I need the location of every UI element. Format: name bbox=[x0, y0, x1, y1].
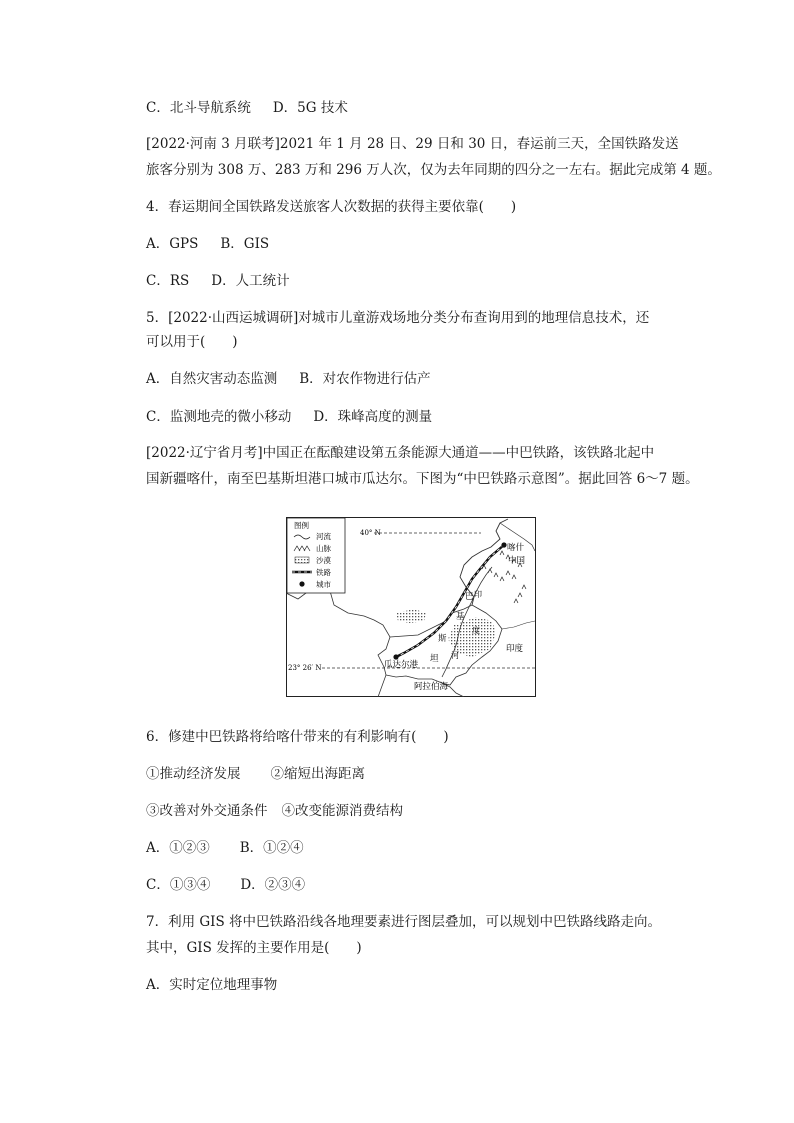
q5-stem-line1: 5．[2022·山西运城调研]对城市儿童游戏场地分类分布查询用到的地理信息技术，还 bbox=[146, 310, 650, 326]
q5-stem-line2: 可以用于( ) bbox=[146, 334, 238, 350]
india-label: 印度 bbox=[506, 644, 524, 654]
city-kashgar-dot bbox=[501, 542, 506, 547]
indus-char-2: 度 bbox=[472, 626, 480, 635]
q7-option-a: A．实时定位地理事物 bbox=[146, 977, 278, 993]
gwadar-label: 瓜达尔港 bbox=[384, 660, 419, 670]
desert-icon bbox=[295, 557, 309, 563]
lat-40-label: 40° N bbox=[360, 529, 381, 537]
legend-title: 图例 bbox=[294, 521, 309, 530]
passage1-line1: [2022·河南 3 月联考]2021 年 1 月 28 日、29 日和 30 日，春运前三天，全国铁路发送 bbox=[146, 136, 679, 152]
tropic-label: 23° 26′ N bbox=[288, 664, 322, 672]
q6-stem: 6．修建中巴铁路将给喀什带来的有利影响有( ) bbox=[146, 729, 449, 745]
q5-option-d: D．珠峰高度的测量 bbox=[313, 409, 433, 425]
arabian-sea-label: 阿拉伯海 bbox=[414, 682, 449, 692]
passage2-line2: 国新疆喀什，南至巴基斯坦港口城市瓜达尔。下图为“中巴铁路示意图”。据此回答 6～7 题。 bbox=[146, 471, 699, 487]
q6-item-3: ③改善对外交通条件 bbox=[146, 803, 268, 819]
q5-options-row2 bbox=[146, 408, 432, 426]
q4-stem: 4．春运期间全国铁路发送旅客人次数据的获得主要依靠( ) bbox=[146, 199, 517, 215]
q4-options-row2 bbox=[146, 272, 290, 290]
legend-river: 河流 bbox=[316, 532, 331, 541]
q7-stem-line2: 其中，GIS 发挥的主要作用是( ) bbox=[146, 940, 362, 956]
pakistan-char-4: 坦 bbox=[430, 654, 439, 664]
legend-city: 城市 bbox=[316, 580, 331, 589]
pakistan-char-3: 斯 bbox=[438, 634, 447, 644]
q4-options-row1 bbox=[146, 235, 269, 253]
passage1-line2: 旅客分别为 308 万、283 万和 296 万人次，仅为去年同期的四分之一左右。据此完成第 4 题。 bbox=[146, 162, 721, 178]
legend-mountain: 山脉 bbox=[316, 544, 331, 553]
pakistan-char-2: 基 bbox=[456, 612, 465, 622]
passage2-line1: [2022·辽宁省月考]中国正在酝酿建设第五条能源大通道——中巴铁路，该铁路北起中 bbox=[146, 445, 655, 461]
q3-option-d: D．5G 技术 bbox=[272, 100, 348, 116]
city-icon bbox=[299, 581, 304, 586]
q6-item-2: ②缩短出海距离 bbox=[270, 766, 365, 782]
q6-items-row2 bbox=[146, 802, 403, 820]
q6-option-c: C．①③④ bbox=[146, 877, 211, 893]
q6-option-d: D．②③④ bbox=[240, 877, 306, 893]
q7-stem-line1: 7．利用 GIS 将中巴铁路沿线各地理要素进行图层叠加，可以规划中巴铁路线路走向。 bbox=[146, 914, 662, 930]
china-label: 中国 bbox=[508, 556, 526, 566]
legend-railway: 铁路 bbox=[316, 568, 331, 577]
city-kashgar-label: 喀什 bbox=[507, 543, 525, 553]
q6-options-row1 bbox=[146, 839, 304, 857]
q5-options-row1 bbox=[146, 370, 431, 388]
city-gwadar-dot bbox=[393, 654, 398, 659]
q6-items-row1 bbox=[146, 765, 365, 783]
q5-option-c: C．监测地壳的微小移动 bbox=[146, 409, 292, 425]
q3-option-c: C．北斗导航系统 bbox=[146, 100, 251, 116]
indus-char-3: 河 bbox=[451, 651, 459, 660]
q4-option-d: D．人工统计 bbox=[211, 273, 290, 289]
q4-option-c: C．RS bbox=[146, 273, 190, 289]
q5-option-b: B．对农作物进行估产 bbox=[299, 371, 431, 387]
q4-option-b: B．GIS bbox=[220, 236, 270, 252]
q6-option-a: A．①②③ bbox=[146, 840, 210, 856]
q6-item-4: ④改变能源消费结构 bbox=[281, 803, 403, 819]
q6-item-1: ①推动经济发展 bbox=[146, 766, 241, 782]
q6-option-b: B．①②④ bbox=[239, 840, 304, 856]
china-pakistan-railway-map bbox=[286, 517, 536, 697]
map-legend bbox=[287, 518, 345, 593]
pakistan-char-1: 巴 bbox=[465, 592, 474, 602]
q4-option-a: A．GPS bbox=[146, 236, 199, 252]
indus-char-1: 印 bbox=[474, 590, 482, 599]
q6-options-row2 bbox=[146, 876, 305, 894]
q5-option-a: A．自然灾害动态监测 bbox=[146, 371, 278, 387]
q3-options-row bbox=[146, 99, 348, 117]
legend-desert: 沙漠 bbox=[316, 556, 331, 565]
